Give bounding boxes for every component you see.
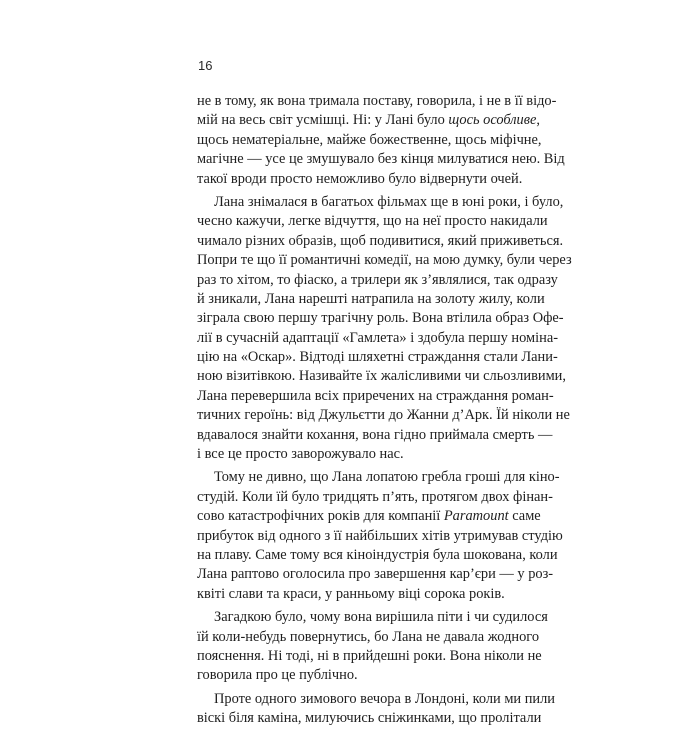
paragraph (197, 468, 563, 604)
text-run: прибуток від одного з її найбільших хітів утримував студію (197, 527, 563, 544)
text-run: раз то хітом, то фіаско, а трилери як з’являлися, так одразу (197, 271, 558, 288)
text-line (197, 709, 542, 728)
text-line (197, 92, 557, 111)
text-line (197, 131, 542, 150)
text-line (197, 647, 542, 666)
text-run: на плаву. Саме тому вся кіноіндустрія була шокована, коли (197, 546, 558, 563)
text-line (197, 406, 570, 425)
text-line (197, 271, 558, 290)
text-line (197, 507, 541, 526)
text-run: Тому не дивно, що Лана лопатою гребла гроші для кіно- (214, 469, 560, 486)
text-line (197, 348, 558, 367)
text-run: віскі біля каміна, милуючись сніжинками, що пролітали (197, 710, 542, 727)
text-run: лії в сучасній адаптації «Гамлета» і здобула першу номіна- (197, 329, 558, 346)
text-run: ною візитівкою. Називайте їх жалісливими чи сльозливими, (197, 368, 566, 385)
text-run: зіграла свою першу трагічну роль. Вона втілила образ Офе- (197, 310, 564, 327)
paragraph (197, 608, 548, 686)
text-run: щось нематеріальне, майже божественне, щось міфічне, (197, 131, 542, 148)
text-line (197, 170, 523, 189)
text-run: магічне — усе це змушувало без кінця милуватися нею. Від (197, 151, 565, 168)
text-run: й зникали, Лана нарешті натрапила на золоту жилу, коли (197, 290, 545, 307)
text-run: не в тому, як вона тримала поставу, говорила, і не в її відо- (197, 93, 557, 109)
text-run: Проте одного зимового вечора в Лондоні, коли ми пили (214, 690, 556, 707)
text-run: їй коли-небудь повернутись, бо Лана не давала жодного (197, 628, 540, 645)
text-line (197, 608, 548, 627)
text-line (197, 445, 514, 464)
text-line (197, 367, 566, 386)
text-line (197, 193, 564, 212)
text-run: цію на «Оскар». Відтоді шляхетні страждання стали Лани- (197, 349, 558, 366)
text-line (197, 565, 554, 584)
text-line (197, 212, 548, 231)
paragraph (197, 193, 572, 464)
text-line (197, 232, 564, 251)
text-run: саме (508, 508, 541, 525)
text-line (197, 387, 554, 406)
text-run: говорила про це публічно. (197, 667, 358, 684)
text-run: , (536, 112, 540, 129)
text-run: пояснення. Ні тоді, ні в прийдешні роки. Вона ніколи не (197, 647, 542, 664)
text-run: Лана перевершила всіх приречених на страждання роман- (197, 387, 554, 404)
text-run: чимало різних образів, щоб подивитися, який приживеться. (197, 232, 564, 249)
paragraph (197, 92, 565, 189)
text-line (197, 251, 572, 270)
text-run: Лана знімалася в багатьох фільмах ще в юні роки, і було, (214, 193, 564, 210)
text-run: такої вроди просто неможливо було відвернути очей. (197, 170, 523, 187)
text-run: вдавалося знайти кохання, вона гідно приймала смерть — (197, 426, 553, 443)
text-run: Попри те що її романтичні комедії, на мою думку, були через (197, 252, 572, 269)
text-line (197, 585, 514, 604)
italic-text: щось особливе (448, 112, 537, 129)
text-line (197, 628, 540, 647)
text-run: сово катастрофічних років для компанії (197, 508, 444, 525)
paragraph (197, 690, 556, 729)
page-number: 16 (198, 58, 213, 73)
text-line (197, 309, 564, 328)
body-text (197, 92, 572, 733)
text-line (197, 150, 565, 169)
text-line (197, 426, 553, 445)
text-run: чесно кажучи, легке відчуття, що на неї просто накидали (197, 213, 548, 230)
text-run: і все це просто заворожувало нас. (197, 446, 404, 463)
text-run: студій. Коли їй було тридцять п’ять, протягом двох фінан- (197, 488, 553, 505)
text-run: тичних героїнь: від Джульєтти до Жанни д’Арк. Їй ніколи не (197, 407, 570, 424)
text-line (197, 488, 553, 507)
text-line (197, 546, 558, 565)
text-line (197, 690, 556, 709)
italic-text: Paramount (443, 508, 509, 525)
text-line (197, 468, 560, 487)
text-run: мій на весь світ усмішці. Ні: у Лані було (197, 112, 449, 129)
text-run: квіті слави та краси, у ранньому віці сорока років. (197, 585, 505, 602)
text-line (197, 329, 558, 348)
text-line (197, 527, 563, 546)
text-line (197, 666, 514, 685)
text-run: Загадкою було, чому вона вирішила піти і чи судилося (214, 609, 548, 626)
text-run: Лана раптово оголосила про завершення кар’єри — у роз- (197, 566, 554, 583)
text-line (197, 290, 545, 309)
text-line (197, 111, 540, 130)
